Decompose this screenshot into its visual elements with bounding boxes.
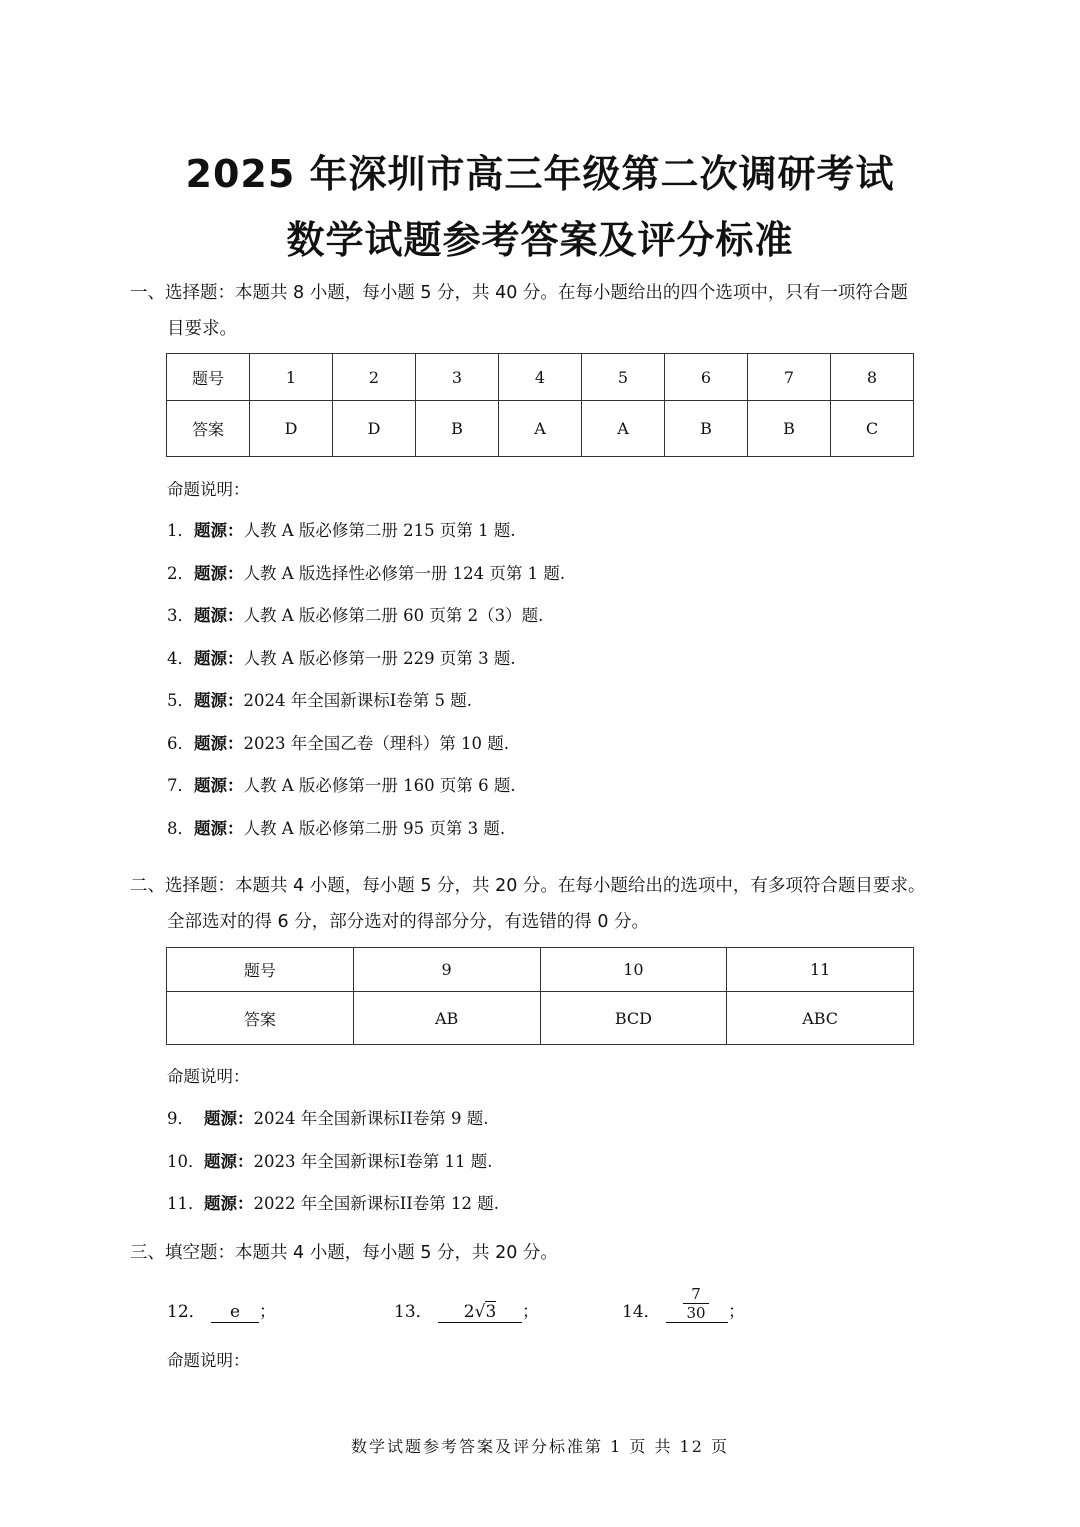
note-text: 人教 A 版选择性必修第一册 124 页第 1 题. [243,564,566,583]
note-number: 7． [167,776,194,795]
page-footer: 数学试题参考答案及评分标准第 1 页 共 12 页 [351,1437,729,1456]
question-number-cell: 5 [582,354,665,401]
fill-suffix: ； [728,1302,746,1322]
fill-answer-13 [394,1297,539,1323]
note-label: 题源： [194,734,244,753]
fill-answer-value [438,1302,522,1323]
note-number: 11． [167,1194,205,1213]
source-note [167,645,516,669]
source-note [167,1190,499,1214]
fill-number: 14． [622,1302,661,1322]
sqrt-sign-icon: √ [474,1302,486,1322]
question-number-cell: 9 [353,948,540,992]
fill-number: 12． [167,1302,206,1322]
answer-cell: D [250,401,333,457]
table-header-cell: 答案 [167,401,250,457]
question-number-cell: 2 [333,354,416,401]
note-label: 题源： [194,819,244,838]
title-line-1: 2025 年深圳市高三年级第二次调研考试 [185,152,895,196]
section1-heading: 一、选择题：本题共 8 小题，每小题 5 分，共 40 分。在每小题给出的四个选项中，只有一项符合题 [130,283,908,303]
answer-cell: B [748,401,831,457]
sqrt-radicand: 3 [485,1302,497,1322]
fill-number: 13． [394,1302,433,1322]
source-note [167,1148,492,1172]
answer-cell: ABC [727,992,914,1045]
source-note [167,772,516,796]
note-number: 6． [167,734,194,753]
note-number: 5． [167,691,194,710]
note-number: 10． [167,1152,205,1171]
question-number-cell: 4 [499,354,582,401]
note-label: 题源： [194,606,244,625]
section2-heading-cont: 全部选对的得 6 分，部分选对的得部分分，有选错的得 0 分。 [167,912,650,932]
section1-heading-cont: 目要求。 [167,319,237,339]
section2-notes-heading: 命题说明： [167,1067,250,1086]
note-text: 人教 A 版必修第一册 229 页第 3 题. [243,649,516,668]
note-number: 9． [167,1109,194,1128]
source-note [167,815,505,839]
answer-cell: AB [353,992,540,1045]
note-label: 题源： [204,1152,254,1171]
fill-answer-12 [167,1297,276,1323]
note-label: 题源： [194,776,244,795]
note-label: 题源： [194,564,244,583]
section1-answer-table [166,353,914,457]
table-header-cell: 答案 [167,992,354,1045]
question-number-cell: 11 [727,948,914,992]
note-label: 题源： [204,1109,254,1128]
answer-cell: BCD [540,992,727,1045]
answer-cell: B [416,401,499,457]
answer-cell: A [582,401,665,457]
note-number: 8． [167,819,194,838]
source-note [167,517,516,541]
note-text: 2023 年全国乙卷（理科）第 10 题. [243,734,509,753]
question-number-cell: 10 [540,948,727,992]
note-number: 1． [167,521,194,540]
note-label: 题源： [194,691,244,710]
question-number-cell: 8 [831,354,914,401]
source-note [167,730,509,754]
fraction-numerator: 7 [683,1285,709,1304]
section2-answer-table [166,947,914,1045]
note-text: 人教 A 版必修第二册 215 页第 1 题. [243,521,516,540]
fraction [683,1285,709,1322]
note-text: 2022 年全国新课标II卷第 12 题. [253,1194,500,1213]
section3-notes-heading: 命题说明： [167,1351,250,1370]
source-note [167,687,472,711]
note-text: 人教 A 版必修第二册 60 页第 2（3）题. [243,606,544,625]
fill-suffix: ； [522,1302,540,1322]
answer-cell: D [333,401,416,457]
note-text: 人教 A 版必修第一册 160 页第 6 题. [243,776,516,795]
question-number-cell: 1 [250,354,333,401]
title-line-2: 数学试题参考答案及评分标准 [286,218,794,262]
note-label: 题源： [194,649,244,668]
section2-heading: 二、选择题：本题共 4 小题，每小题 5 分，共 20 分。在每小题给出的选项中，有多项符合题目要求。 [130,876,926,896]
note-number: 2． [167,564,194,583]
source-note [167,560,565,584]
sqrt-coefficient: 2 [463,1302,475,1322]
answer-cell: A [499,401,582,457]
answer-cell: C [831,401,914,457]
question-number-cell: 3 [416,354,499,401]
note-text: 2024 年全国新课标I卷第 5 题. [243,691,472,710]
note-text: 2023 年全国新课标I卷第 11 题. [253,1152,493,1171]
section3-heading: 三、填空题：本题共 4 小题，每小题 5 分，共 20 分。 [130,1243,558,1263]
fraction-denominator: 30 [686,1304,706,1322]
note-text: 2024 年全国新课标II卷第 9 题. [253,1109,489,1128]
note-text: 人教 A 版必修第二册 95 页第 3 题. [243,819,506,838]
answer-cell: B [665,401,748,457]
source-note [167,602,543,626]
note-label: 题源： [194,521,244,540]
fill-suffix: ； [259,1302,277,1322]
section1-notes-heading: 命题说明： [167,480,250,499]
question-number-cell: 7 [748,354,831,401]
fill-answer-value: e [211,1302,259,1323]
question-number-cell: 6 [665,354,748,401]
note-label: 题源： [204,1194,254,1213]
source-note [167,1105,489,1129]
note-number: 3． [167,606,194,625]
note-number: 4． [167,649,194,668]
table-header-cell: 题号 [167,948,354,992]
table-header-cell: 题号 [167,354,250,401]
